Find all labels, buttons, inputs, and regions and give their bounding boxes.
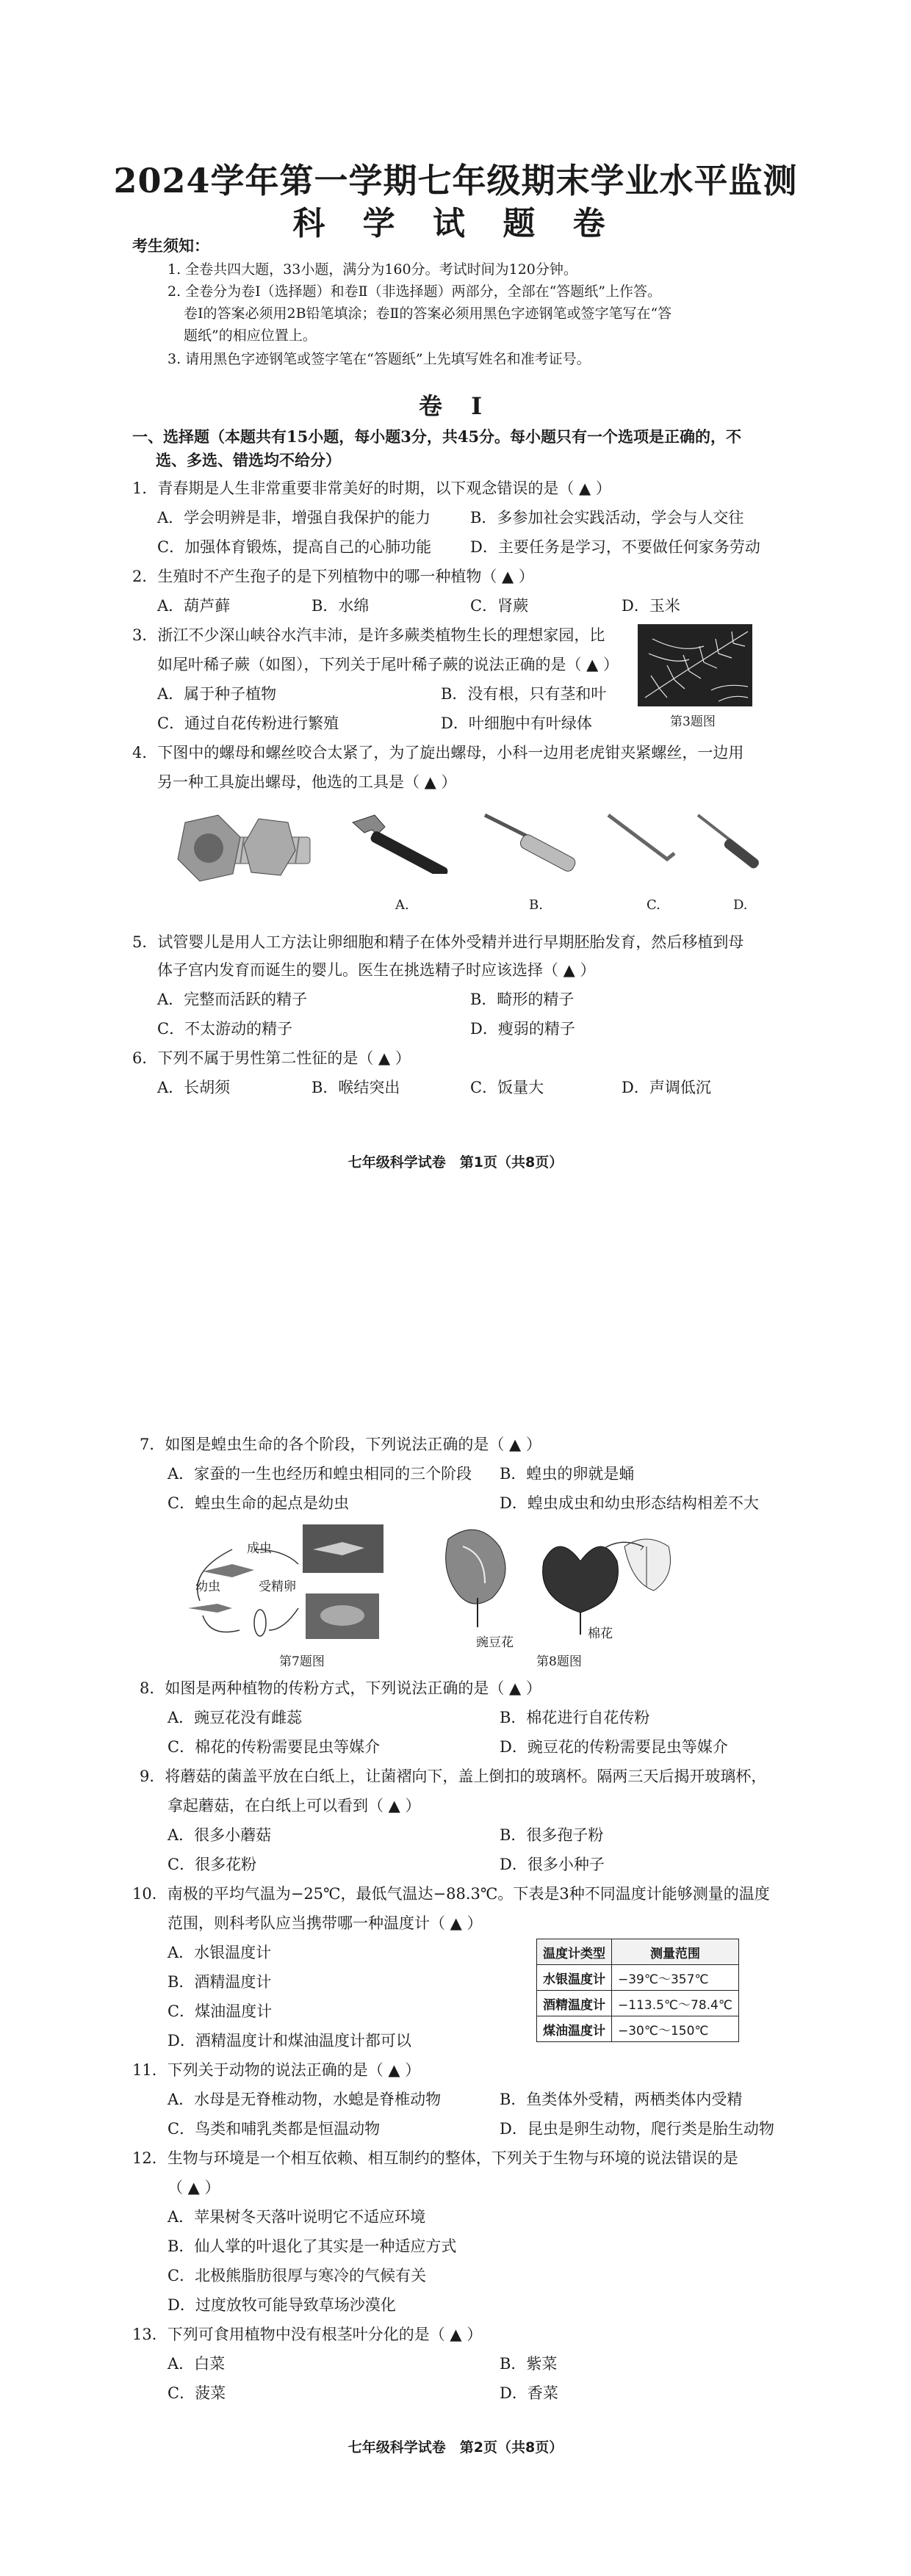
table-cell: 水银温度计 (537, 1965, 612, 1991)
table-header: 测量范围 (612, 1939, 739, 1965)
q5-option-a: A．完整而活跃的精子 (157, 991, 308, 1008)
q5-option-b: B．畸形的精子 (470, 991, 575, 1008)
q13-option-d: D．香菜 (500, 2384, 558, 2402)
q5-option-c: C．不太游动的精子 (157, 1020, 293, 1038)
q9-stem: 9．将蘑菇的菌盖平放在白纸上，让菌褶向下，盖上倒扣的玻璃杯。隔两三天后揭开玻璃杯， (140, 1768, 767, 1785)
q7-caption: 第7题图 (279, 1654, 325, 1669)
table-cell: −30℃～150℃ (612, 2016, 739, 2042)
adjustable-wrench-image (345, 808, 463, 874)
q11-option-a: A．水母是无脊椎动物，水螅是脊椎动物 (168, 2091, 442, 2108)
q4-option-b: B. (529, 897, 543, 913)
q3-stem: 3．浙江不少深山峡谷水汽丰沛，是许多蕨类植物生长的理想家园，比 (132, 626, 605, 644)
q10-option-a: A．水银温度计 (168, 1944, 272, 1961)
table-row (537, 1965, 739, 1991)
q8-option-d: D．豌豆花的传粉需要昆虫等媒介 (500, 1738, 728, 1756)
q11-option-b: B．鱼类体外受精，两栖类体内受精 (500, 2091, 743, 2108)
volume-heading: 卷 Ⅰ (418, 392, 493, 420)
nut-bolt-image (170, 808, 317, 889)
q5-stem-cont: 体子宫内发育而诞生的婴儿。医生在挑选精子时应该选择（ ▲ ） (157, 961, 596, 979)
q1-option-a: A．学会明辨是非，增强自我保护的能力 (157, 509, 431, 527)
thermometer-range-table (536, 1939, 739, 2042)
q12-option-a: A．苹果树冬天落叶说明它不适应环境 (168, 2208, 426, 2226)
notice-heading: 考生须知： (132, 236, 209, 255)
q12-stem: 12．生物与环境是一个相互依赖、相互制约的整体，下列关于生物与环境的说法错误的是 (132, 2149, 738, 2167)
q3-option-b: B．没有根，只有茎和叶 (441, 685, 607, 703)
q9-option-c: C．很多花粉 (168, 1856, 257, 1873)
q3-option-a: A．属于种子植物 (157, 685, 277, 703)
q7-stem: 7．如图是蝗虫生命的各个阶段，下列说法正确的是（ ▲ ） (140, 1436, 541, 1453)
q6-option-c: C．饭量大 (470, 1079, 544, 1096)
label-pea-flower: 豌豆花 (476, 1635, 514, 1650)
screwdriver-b-image (478, 808, 588, 874)
table-cell: 酒精温度计 (537, 1991, 612, 2016)
q12-option-b: B．仙人掌的叶退化了其实是一种适应方式 (168, 2237, 457, 2255)
notice-item: 2. 全卷分为卷Ⅰ（选择题）和卷Ⅱ（非选择题）两部分，全部在“答题纸”上作答。 (168, 283, 662, 300)
q3-caption: 第3题图 (670, 714, 716, 729)
q7-option-b: B．蝗虫的卵就是蛹 (500, 1465, 635, 1483)
table-header: 温度计类型 (537, 1939, 612, 1965)
exam-subtitle: 科 学 试 题 卷 (292, 205, 619, 242)
notice-item: 卷Ⅰ的答案必须用2B铅笔填涂；卷Ⅱ的答案必须用黑色字迹钢笔或签字笔写在“答 (184, 305, 672, 322)
hex-key-image (601, 808, 682, 874)
pea-cotton-flower-diagram (433, 1517, 683, 1642)
q2-stem: 2．生殖时不产生孢子的是下列植物中的哪一种植物（ ▲ ） (132, 568, 534, 585)
notice-item: 题纸”的相应位置上。 (184, 328, 317, 344)
q13-option-c: C．菠菜 (168, 2384, 226, 2402)
q8-caption: 第8题图 (536, 1654, 582, 1669)
label-adult: 成虫 (247, 1541, 272, 1556)
table-row (537, 1991, 739, 2016)
q4-stem-cont: 另一种工具旋出螺母，他选的工具是（ ▲ ） (157, 773, 457, 791)
q11-stem: 11．下列关于动物的说法正确的是（ ▲ ） (132, 2061, 421, 2079)
table-cell: −39℃～357℃ (612, 1965, 739, 1991)
q12-option-c: C．北极熊脂肪很厚与寒冷的气候有关 (168, 2267, 427, 2284)
q11-option-d: D．昆虫是卵生动物，爬行类是胎生动物 (500, 2120, 774, 2138)
exam-title: 2024学年第一学期七年级期末学业水平监测 (113, 161, 798, 200)
q6-option-a: A．长胡须 (157, 1079, 231, 1096)
q9-option-b: B．很多孢子粉 (500, 1826, 604, 1844)
q8-option-b: B．棉花进行自花传粉 (500, 1709, 650, 1726)
q7-option-d: D．蝗虫成虫和幼虫形态结构相差不大 (500, 1494, 759, 1512)
q4-option-d: D. (733, 897, 748, 913)
q10-stem-cont: 范围，则科考队应当携带哪一种温度计（ ▲ ） (168, 1914, 483, 1932)
q8-option-c: C．棉花的传粉需要昆虫等媒介 (168, 1738, 381, 1756)
q4-stem: 4．下图中的螺母和螺丝咬合太紧了，为了旋出螺母，小科一边用老虎钳夹紧螺丝，一边用 (132, 744, 744, 761)
label-cotton-flower: 棉花 (588, 1627, 613, 1641)
table-cell: −113.5℃～78.4℃ (612, 1991, 739, 2016)
q3-option-c: C．通过自花传粉进行繁殖 (157, 714, 339, 732)
q12-stem-cont: （ ▲ ） (168, 2179, 220, 2196)
q3-option-d: D．叶细胞中有叶绿体 (441, 714, 592, 732)
q2-option-d: D．玉米 (622, 597, 680, 615)
q10-option-c: C．煤油温度计 (168, 2002, 273, 2020)
q2-option-a: A．葫芦藓 (157, 597, 231, 615)
q13-stem: 13．下列可食用植物中没有根茎叶分化的是（ ▲ ） (132, 2326, 483, 2343)
q1-stem: 1．青春期是人生非常重要非常美好的时期，以下观念错误的是（ ▲ ） (132, 480, 611, 497)
q6-stem: 6．下列不属于男性第二性征的是（ ▲ ） (132, 1049, 411, 1067)
q7-option-c: C．蝗虫生命的起点是幼虫 (168, 1494, 350, 1512)
q6-option-b: B．喉结突出 (312, 1079, 400, 1096)
q13-option-b: B．紫菜 (500, 2355, 558, 2373)
q11-option-c: C．鸟类和哺乳类都是恒温动物 (168, 2120, 381, 2138)
q4-option-c: C. (647, 897, 660, 913)
q1-option-d: D．主要任务是学习，不要做任何家务劳动 (470, 538, 760, 556)
q10-stem: 10．南极的平均气温为−25℃，最低气温达−88.3℃。下表是3种不同温度计能够测量的温度 (132, 1885, 770, 1903)
label-larva: 幼虫 (195, 1580, 220, 1594)
q1-option-b: B．多参加社会实践活动，学会与人交往 (470, 509, 744, 527)
q4-option-a: A. (395, 897, 409, 913)
q8-stem: 8．如图是两种植物的传粉方式，下列说法正确的是（ ▲ ） (140, 1679, 541, 1697)
q2-option-c: C．肾蕨 (470, 597, 529, 615)
table-row (537, 2016, 739, 2042)
q12-option-d: D．过度放牧可能导致草场沙漠化 (168, 2296, 396, 2314)
q8-option-a: A．豌豆花没有雌蕊 (168, 1709, 303, 1726)
section-heading-cont: 选、多选、错选均不给分） (156, 451, 341, 469)
q13-option-a: A．白菜 (168, 2355, 226, 2373)
q10-option-d: D．酒精温度计和煤油温度计都可以 (168, 2032, 411, 2049)
screwdriver-d-image (691, 808, 771, 874)
q5-stem: 5．试管婴儿是用人工方法让卵细胞和精子在体外受精并进行早期胚胎发育，然后移植到母 (132, 933, 744, 951)
page-footer-1: 七年级科学试卷 第1页（共8页） (348, 1154, 563, 1171)
q6-option-d: D．声调低沉 (622, 1079, 711, 1096)
notice-item: 1. 全卷共四大题，33小题，满分为160分。考试时间为120分钟。 (168, 261, 577, 278)
q9-stem-cont: 拿起蘑菇，在白纸上可以看到（ ▲ ） (168, 1797, 421, 1815)
q9-option-a: A．很多小蘑菇 (168, 1826, 272, 1844)
page-footer-2: 七年级科学试卷 第2页（共8页） (348, 2439, 563, 2456)
q2-option-b: B．水绵 (312, 597, 370, 615)
q1-option-c: C．加强体育锻炼，提高自己的心肺功能 (157, 538, 432, 556)
notice-item: 3. 请用黑色字迹钢笔或签字笔在“答题纸”上先填写姓名和准考证号。 (168, 351, 591, 367)
q7-option-a: A．家蚕的一生也经历和蝗虫相同的三个阶段 (168, 1465, 472, 1483)
table-cell: 煤油温度计 (537, 2016, 612, 2042)
fern-photo (638, 624, 752, 706)
q5-option-d: D．瘦弱的精子 (470, 1020, 575, 1038)
q9-option-d: D．很多小种子 (500, 1856, 605, 1873)
q10-option-b: B．酒精温度计 (168, 1973, 272, 1991)
label-fertilized-egg: 受精卵 (259, 1580, 296, 1594)
q3-stem-cont: 如尾叶稀子蕨（如图），下列关于尾叶稀子蕨的说法正确的是（ ▲ ） (157, 656, 619, 673)
table-header-row (537, 1939, 739, 1965)
section-heading: 一、选择题（本题共有15小题，每小题3分，共45分。每小题只有一个选项是正确的，不 (132, 427, 742, 446)
